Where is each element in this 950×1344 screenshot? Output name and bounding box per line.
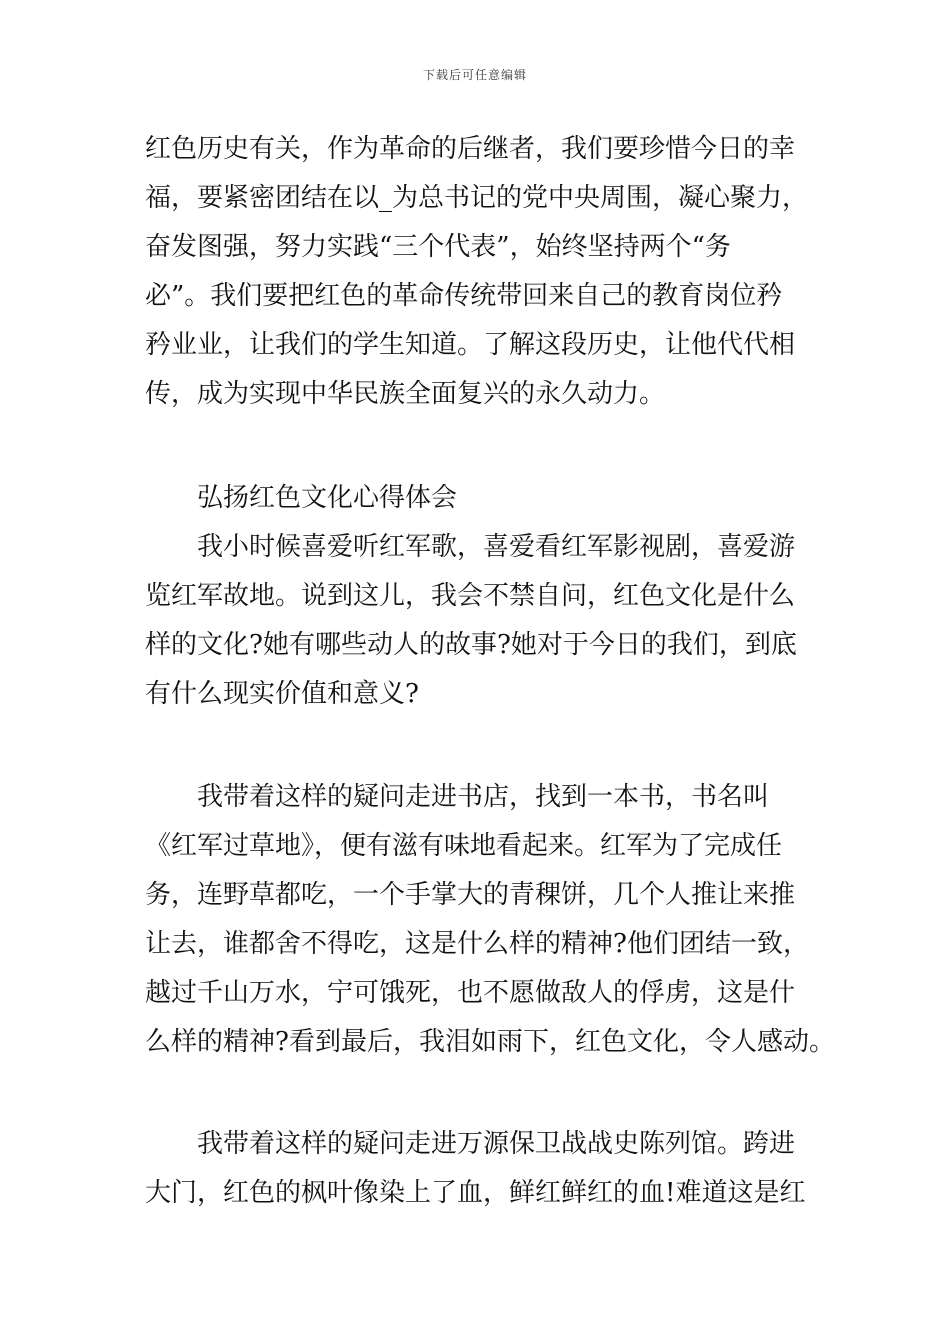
text-line: 红色历史有关，作为革命的后继者，我们要珍惜今日的幸	[145, 134, 796, 164]
paragraph-1	[145, 125, 810, 419]
text-line: 让去，谁都舍不得吃，这是什么样的精神?他们团结一致，	[145, 929, 809, 959]
section-heading-block	[145, 474, 810, 523]
section-heading: 弘扬红色文化心得体会	[197, 483, 458, 513]
text-line: 有什么现实价值和意义?	[145, 679, 419, 709]
text-line: 奋发图强，努力实践“三个代表”，始终坚持两个“务	[145, 232, 731, 262]
paragraph-2	[145, 523, 810, 719]
text-line: 必”。我们要把红色的革命传统带回来自己的教育岗位矜	[145, 281, 783, 311]
text-line: 矜业业，让我们的学生知道。了解这段历史，让他代代相	[145, 330, 796, 360]
text-line: 传，成为实现中华民族全面复兴的永久动力。	[145, 379, 666, 409]
text-line: 福，要紧密团结在以_为总书记的党中央周围，凝心聚力，	[145, 183, 809, 213]
text-line: 览红军故地。说到这儿，我会不禁自问，红色文化是什么	[145, 581, 796, 611]
header-note: 下载后可任意编辑	[422, 68, 527, 82]
text-line: 务，连野草都吃，一个手掌大的青稞饼，几个人推让来推	[145, 880, 796, 910]
text-line: 我小时候喜爱听红军歌，喜爱看红军影视剧，喜爱游	[197, 532, 796, 562]
paragraph-3	[145, 773, 835, 1067]
text-line: 大门，红色的枫叶像染上了血，鲜红鲜红的血!难道这是红	[145, 1178, 806, 1208]
text-line: 《红军过草地》，便有滋有味地看起来。红军为了完成任	[145, 831, 783, 861]
text-line: 我带着这样的疑问走进万源保卫战战史陈列馆。跨进	[197, 1129, 796, 1159]
text-line: 越过千山万水，宁可饿死，也不愿做敌人的俘虏，这是什	[145, 978, 796, 1008]
paragraph-4	[145, 1120, 810, 1218]
text-line: 我带着这样的疑问走进书店，找到一本书，书名叫	[197, 782, 770, 812]
text-line: 么样的精神?看到最后，我泪如雨下，红色文化，令人感动。	[145, 1027, 835, 1057]
text-line: 样的文化?她有哪些动人的故事?她对于今日的我们，到底	[145, 630, 797, 660]
